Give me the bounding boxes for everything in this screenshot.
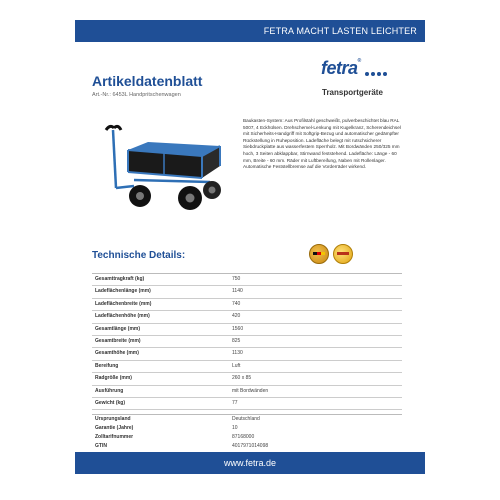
spec-label: Ladeflächenbreite (mm) xyxy=(95,300,152,307)
footer-url[interactable]: www.fetra.de xyxy=(223,458,277,468)
table-row xyxy=(92,324,402,336)
spec-value: 1140 xyxy=(232,288,243,295)
table-row xyxy=(92,274,402,286)
table-row xyxy=(92,433,402,442)
wheel-rear-far xyxy=(203,181,221,199)
spec-label: Gesamtlänge (mm) xyxy=(95,325,141,332)
specs-group-dimensions xyxy=(92,274,402,410)
spec-value: 740 xyxy=(232,300,241,307)
spec-label: Radgröße (mm) xyxy=(95,375,132,382)
wheel-front xyxy=(129,185,151,207)
spec-label: Gewicht (kg) xyxy=(95,399,126,406)
brand-tagline: Transportgeräte xyxy=(322,88,383,97)
table-row xyxy=(92,398,402,410)
spec-label: Gesamttragkraft (kg) xyxy=(95,276,145,282)
table-row xyxy=(92,336,402,348)
spec-value: 87168000 xyxy=(232,434,255,441)
handle-grip xyxy=(106,126,114,130)
article-number: Art.-Nr.: 6453L Handpritschenwagen xyxy=(92,92,181,98)
spec-value: 825 xyxy=(232,337,241,344)
spec-label: Gesamthöhe (mm) xyxy=(95,350,139,357)
table-row xyxy=(92,286,402,298)
spec-value: 750 xyxy=(232,276,241,282)
table-row xyxy=(92,299,402,311)
header-slogan: FETRA MACHT LASTEN LEICHTER xyxy=(263,26,417,36)
footer-bar xyxy=(75,452,425,474)
technical-details-heading: Technische Details: xyxy=(92,250,186,261)
spec-label: Garantie (Jahre) xyxy=(95,425,134,432)
specs-group-general xyxy=(92,415,402,451)
page-title: Artikeldatenblatt xyxy=(92,73,203,89)
header-bar xyxy=(75,20,425,42)
logo-text: fetra xyxy=(321,58,358,78)
table-row xyxy=(92,311,402,323)
table-row xyxy=(92,386,402,398)
spec-label: Ursprungsland xyxy=(95,416,131,423)
chassis xyxy=(134,180,210,182)
fetra-logo xyxy=(321,58,401,86)
spec-value: 10 xyxy=(232,425,238,432)
spec-label: GTIN xyxy=(95,443,107,450)
spec-value: 420 xyxy=(232,313,241,320)
spec-value: Luft xyxy=(232,362,241,369)
spec-label: Ladeflächenhöhe (mm) xyxy=(95,313,150,320)
product-description: Baukasten-System: Aus Profilstahl geschweißt, pulverbeschichtet blau RAL 5007, 4 Eckhülsen. Drehschemel-Lenkung mit Kugelkranz, Scherendeichsel mit Sicherheits-Handgriff mit Softgrip-Bezug und automatischer gedämpfter Rückstellung in Ruheposition. Ladefläche belegt mit rutschsicherer Siebdruckplatte aus wasserfestem Sperrholz. Mit Bordwänden 250/325 mm hoch, 3 Seiten abklappbar, Stirnwand feststehend. Ladefläche: Länge - 60 mm, Breite - 60 mm. Räder mit Luftbereifung, Naben mit Rollenlager. Automatische Feststellbremse auf die Vorderräder wirkend. xyxy=(243,118,401,170)
spec-value: 77 xyxy=(232,399,238,406)
table-row xyxy=(92,348,402,360)
spec-value: 1560 xyxy=(232,325,244,332)
spec-value: 260 x 85 xyxy=(232,375,252,382)
spec-value: Deutschland xyxy=(232,416,260,423)
spec-label: Ladeflächenlänge (mm) xyxy=(95,288,151,295)
datasheet-page xyxy=(75,0,425,500)
spec-label: Ausführung xyxy=(95,387,124,394)
warranty-badge-icon xyxy=(333,244,353,264)
table-row xyxy=(92,442,402,451)
spec-label: Zolltarifnummer xyxy=(95,434,134,441)
spec-value: mit Bordwänden xyxy=(232,387,269,394)
spec-value: 1130 xyxy=(232,350,243,357)
table-row xyxy=(92,424,402,433)
table-row xyxy=(92,361,402,373)
logo-dots xyxy=(365,72,387,76)
made-in-germany-badge-icon xyxy=(309,244,329,264)
spec-label: Gesamtbreite (mm) xyxy=(95,337,141,344)
table-row xyxy=(92,373,402,385)
logo-registered-mark: ® xyxy=(357,58,361,64)
technical-details-table xyxy=(92,273,402,451)
product-image xyxy=(92,120,222,215)
spec-value: 4017971014098 xyxy=(232,443,269,450)
spec-label: Bereifung xyxy=(95,362,119,369)
table-row xyxy=(92,415,402,424)
wheel-rear xyxy=(178,186,202,210)
drawbar xyxy=(113,130,116,188)
